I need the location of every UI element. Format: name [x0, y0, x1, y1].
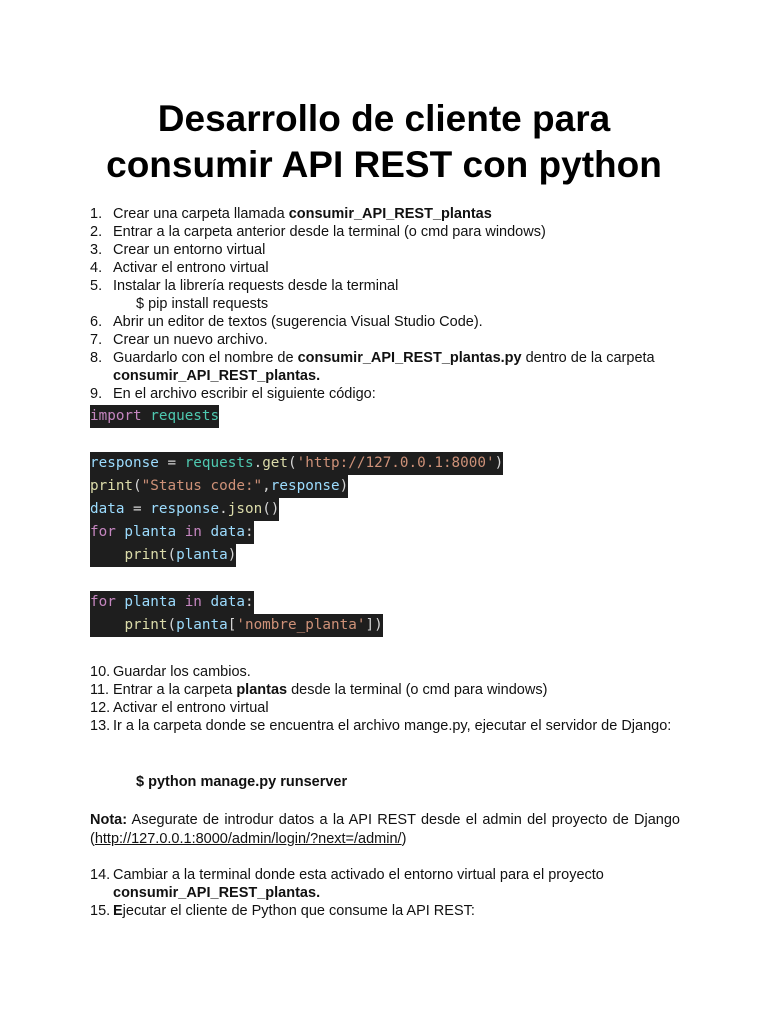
- list-item: [90, 902, 680, 920]
- code-line: [90, 614, 383, 637]
- runserver-command: $ python manage.py runserver: [136, 774, 348, 790]
- code-line: [90, 452, 503, 475]
- code-block-loop: [90, 591, 383, 637]
- code-token: ,: [262, 478, 271, 494]
- list-item: [90, 717, 680, 735]
- code-token: get: [262, 455, 289, 471]
- code-token: (: [167, 547, 177, 563]
- admin-login-link[interactable]: http://127.0.0.1:8000/admin/login/?next=/admin/: [94, 831, 402, 847]
- code-token: (): [262, 501, 280, 517]
- list-item: [90, 866, 680, 902]
- step-text: jecutar el cliente de Python que consume la API REST:: [122, 903, 475, 919]
- code-line: [90, 498, 279, 521]
- list-number: 7.: [90, 332, 103, 348]
- code-token: ): [227, 547, 237, 563]
- list-number: 12.: [90, 700, 111, 716]
- step-text: Guardar los cambios.: [113, 664, 251, 680]
- code-indent: [90, 547, 124, 563]
- code-token: for: [90, 524, 116, 540]
- code-indent: [90, 617, 124, 633]
- code-block-import: [90, 405, 219, 428]
- step-text: Crear un entorno virtual: [113, 242, 266, 258]
- list-number: 1.: [90, 206, 103, 222]
- code-token: import: [90, 408, 142, 424]
- code-token: planta: [115, 524, 185, 540]
- list-number: 13.: [90, 718, 111, 734]
- note-end: ): [401, 831, 407, 847]
- title-line-1: Desarrollo de cliente para: [157, 98, 611, 139]
- code-token: (: [167, 617, 177, 633]
- code-block-request: [90, 452, 503, 567]
- steps-list-2: [90, 663, 680, 735]
- document-title: [0, 96, 768, 188]
- code-line: [90, 475, 348, 498]
- list-item: [90, 385, 680, 403]
- step-text: Guardarlo con el nombre de: [113, 350, 298, 366]
- code-token: print: [90, 478, 134, 494]
- step-bold: E: [113, 903, 123, 919]
- step-text: Cambiar a la terminal donde esta activado el entorno virtual para el proyecto: [113, 867, 604, 883]
- code-token: requests: [150, 408, 220, 424]
- code-token: for: [90, 594, 116, 610]
- step-text: En el archivo escribir el siguiente código:: [113, 386, 376, 402]
- step-bold: consumir_API_REST_plantas.: [113, 885, 321, 901]
- code-line: [90, 544, 236, 567]
- code-token: json: [227, 501, 263, 517]
- step-text: Ir a la carpeta donde se encuentra el archivo mange.py, ejecutar el servidor de Django:: [113, 718, 672, 734]
- step-text: Abrir un editor de textos (sugerencia Visual Studio Code).: [113, 314, 483, 330]
- list-item: [90, 241, 680, 259]
- code-token: :: [244, 594, 254, 610]
- list-item: [90, 223, 680, 241]
- code-line: [90, 405, 219, 428]
- code-token: response: [150, 501, 220, 517]
- list-number: 15.: [90, 903, 111, 919]
- step-text: Entrar a la carpeta anterior desde la terminal (o cmd para windows): [113, 224, 546, 240]
- list-item: [90, 331, 680, 349]
- list-number: 14.: [90, 867, 111, 883]
- code-token: (: [133, 478, 142, 494]
- list-number: 11.: [90, 682, 110, 698]
- code-token: data: [201, 524, 245, 540]
- step-text: desde la terminal (o cmd para windows): [287, 682, 548, 698]
- list-number: 4.: [90, 260, 103, 276]
- steps-list-1: [90, 205, 680, 403]
- code-token: .: [219, 501, 228, 517]
- code-token: =: [124, 501, 151, 517]
- list-item: [90, 681, 680, 699]
- code-token: [: [227, 617, 237, 633]
- title-line-2: consumir API REST con python: [106, 144, 662, 185]
- code-token: =: [158, 455, 185, 471]
- list-number: 8.: [90, 350, 103, 366]
- step-bold: consumir_API_REST_plantas.py: [297, 350, 522, 366]
- code-line: [90, 521, 254, 544]
- code-token: response: [270, 478, 340, 494]
- list-item: [90, 699, 680, 717]
- code-line: [90, 591, 254, 614]
- step-text: Entrar a la carpeta: [113, 682, 237, 698]
- code-token: ): [494, 455, 504, 471]
- list-item: [90, 205, 680, 223]
- step-text: Instalar la librería requests desde la terminal: [113, 278, 399, 294]
- code-token: "Status code:": [141, 478, 263, 494]
- code-token: requests: [184, 455, 254, 471]
- code-token: in: [184, 524, 202, 540]
- code-token: data: [90, 501, 125, 517]
- list-item: [90, 349, 680, 385]
- code-token: response: [90, 455, 159, 471]
- step-bold: plantas: [236, 682, 288, 698]
- list-number: 5.: [90, 278, 103, 294]
- code-token: ): [339, 478, 349, 494]
- code-token: planta: [176, 547, 228, 563]
- code-token: planta: [115, 594, 185, 610]
- step-text: dentro de la carpeta: [521, 350, 655, 366]
- code-token: .: [253, 455, 263, 471]
- step-bold: consumir_API_REST_plantas.: [113, 368, 321, 384]
- code-token: planta: [176, 617, 228, 633]
- steps-list-3: [90, 866, 680, 920]
- code-token: (: [288, 455, 297, 471]
- list-number: 9.: [90, 386, 103, 402]
- code-token: 'nombre_planta': [236, 617, 366, 633]
- code-token: ): [374, 617, 383, 633]
- step-text: Crear un nuevo archivo.: [113, 332, 268, 348]
- step-text: Activar el entrono virtual: [113, 260, 269, 276]
- code-token: print: [124, 547, 168, 563]
- step-bold: consumir_API_REST_plantas: [288, 206, 492, 222]
- list-item: [90, 277, 680, 295]
- code-token: 'http://127.0.0.1:8000': [296, 455, 495, 471]
- code-token: in: [184, 594, 202, 610]
- list-item: [90, 313, 680, 331]
- note-paragraph: [90, 811, 680, 849]
- list-number: 10.: [90, 664, 111, 680]
- note-text: Asegurate de introdur datos a la API REST desde el admin del proyecto de Django (: [90, 812, 680, 847]
- pip-install-command: $ pip install requests: [136, 296, 269, 312]
- list-item: [90, 663, 680, 681]
- list-number: 2.: [90, 224, 103, 240]
- code-token: ]: [365, 617, 375, 633]
- code-token: :: [244, 524, 254, 540]
- note-label: Nota:: [90, 812, 128, 828]
- list-number: 6.: [90, 314, 103, 330]
- code-token: data: [201, 594, 245, 610]
- code-token: print: [124, 617, 168, 633]
- step-text: Activar el entrono virtual: [113, 700, 269, 716]
- step-text: Crear una carpeta llamada: [113, 206, 289, 222]
- list-item: [90, 259, 680, 277]
- list-number: 3.: [90, 242, 103, 258]
